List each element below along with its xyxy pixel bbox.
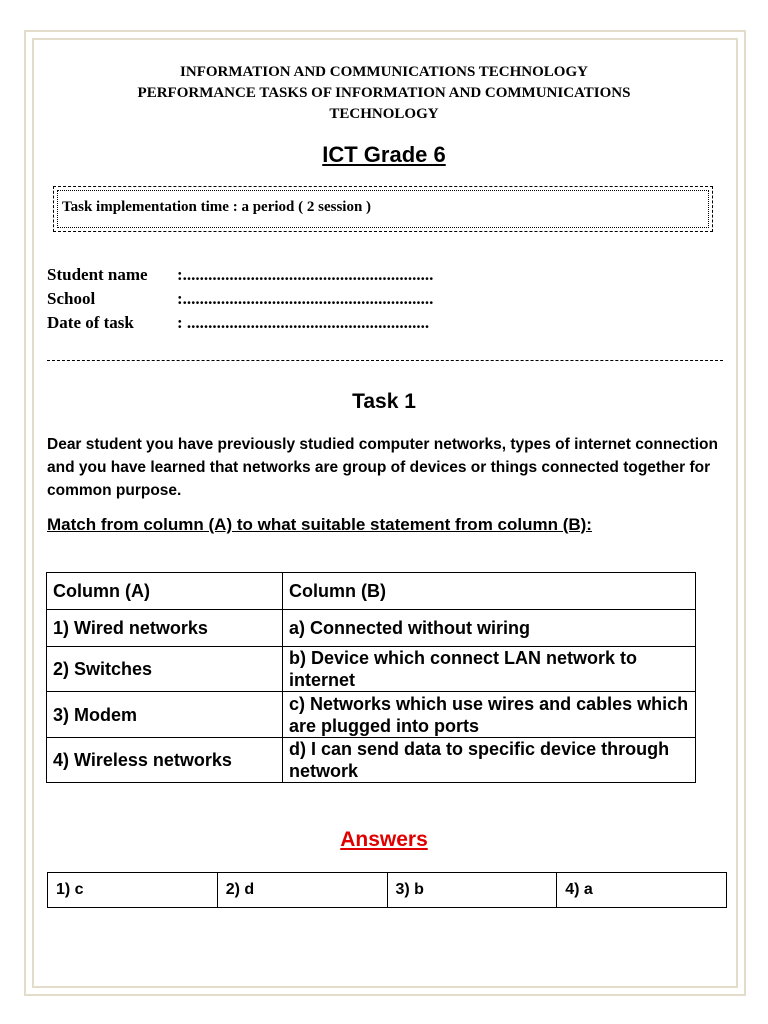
task1-paragraph: Dear student you have previously studied computer networks, types of internet connection and you have learned that networks are group of devices or things connected together for common purpose. [47,436,718,499]
page-title-text: ICT Grade 6 [322,142,446,167]
task1-instruction: Match from column (A) to what suitable statement from column (B): [47,515,592,534]
date-label: Date of task [47,313,134,332]
answer-cell: 2) d [217,873,387,908]
answers-table [47,872,727,908]
header-line-3: TECHNOLOGY [329,106,439,122]
column-a-header: Column (A) [47,573,283,610]
table-row [47,692,696,738]
school-field[interactable]: :........................................................... [177,289,434,308]
student-name-label: Student name [47,265,148,284]
table-row [47,647,696,692]
column-b-cell: d) I can send data to specific device through network [283,738,696,783]
matching-table [46,572,696,783]
date-field[interactable]: : ......................................................... [177,313,430,332]
column-a-cell: 4) Wireless networks [47,738,283,783]
answer-cell: 3) b [387,873,557,908]
answer-cell: 4) a [557,873,727,908]
task-time-text: Task implementation time : a period ( 2 session ) [62,199,372,215]
school-label: School [47,289,96,308]
header-line-2: PERFORMANCE TASKS OF INFORMATION AND COMMUNICATIONS [137,85,631,101]
column-a-cell: 2) Switches [47,647,283,692]
answers-heading [0,828,768,852]
column-b-cell: c) Networks which use wires and cables which are plugged into ports [283,692,696,738]
section-divider [47,360,723,361]
table-row [47,610,696,647]
table-header-row [47,573,696,610]
page-title [0,142,768,168]
column-b-cell: b) Device which connect LAN network to internet [283,647,696,692]
column-a-cell: 1) Wired networks [47,610,283,647]
student-name-field[interactable]: :........................................................... [177,265,434,284]
answers-heading-text: Answers [340,828,428,851]
header-line-1: INFORMATION AND COMMUNICATIONS TECHNOLOGY [180,64,588,80]
answer-cell: 1) c [48,873,218,908]
column-a-cell: 3) Modem [47,692,283,738]
answers-row [48,873,727,908]
task-time-box [53,186,713,232]
task1-heading: Task 1 [352,390,416,413]
table-row [47,738,696,783]
column-b-header: Column (B) [283,573,696,610]
column-b-cell: a) Connected without wiring [283,610,696,647]
